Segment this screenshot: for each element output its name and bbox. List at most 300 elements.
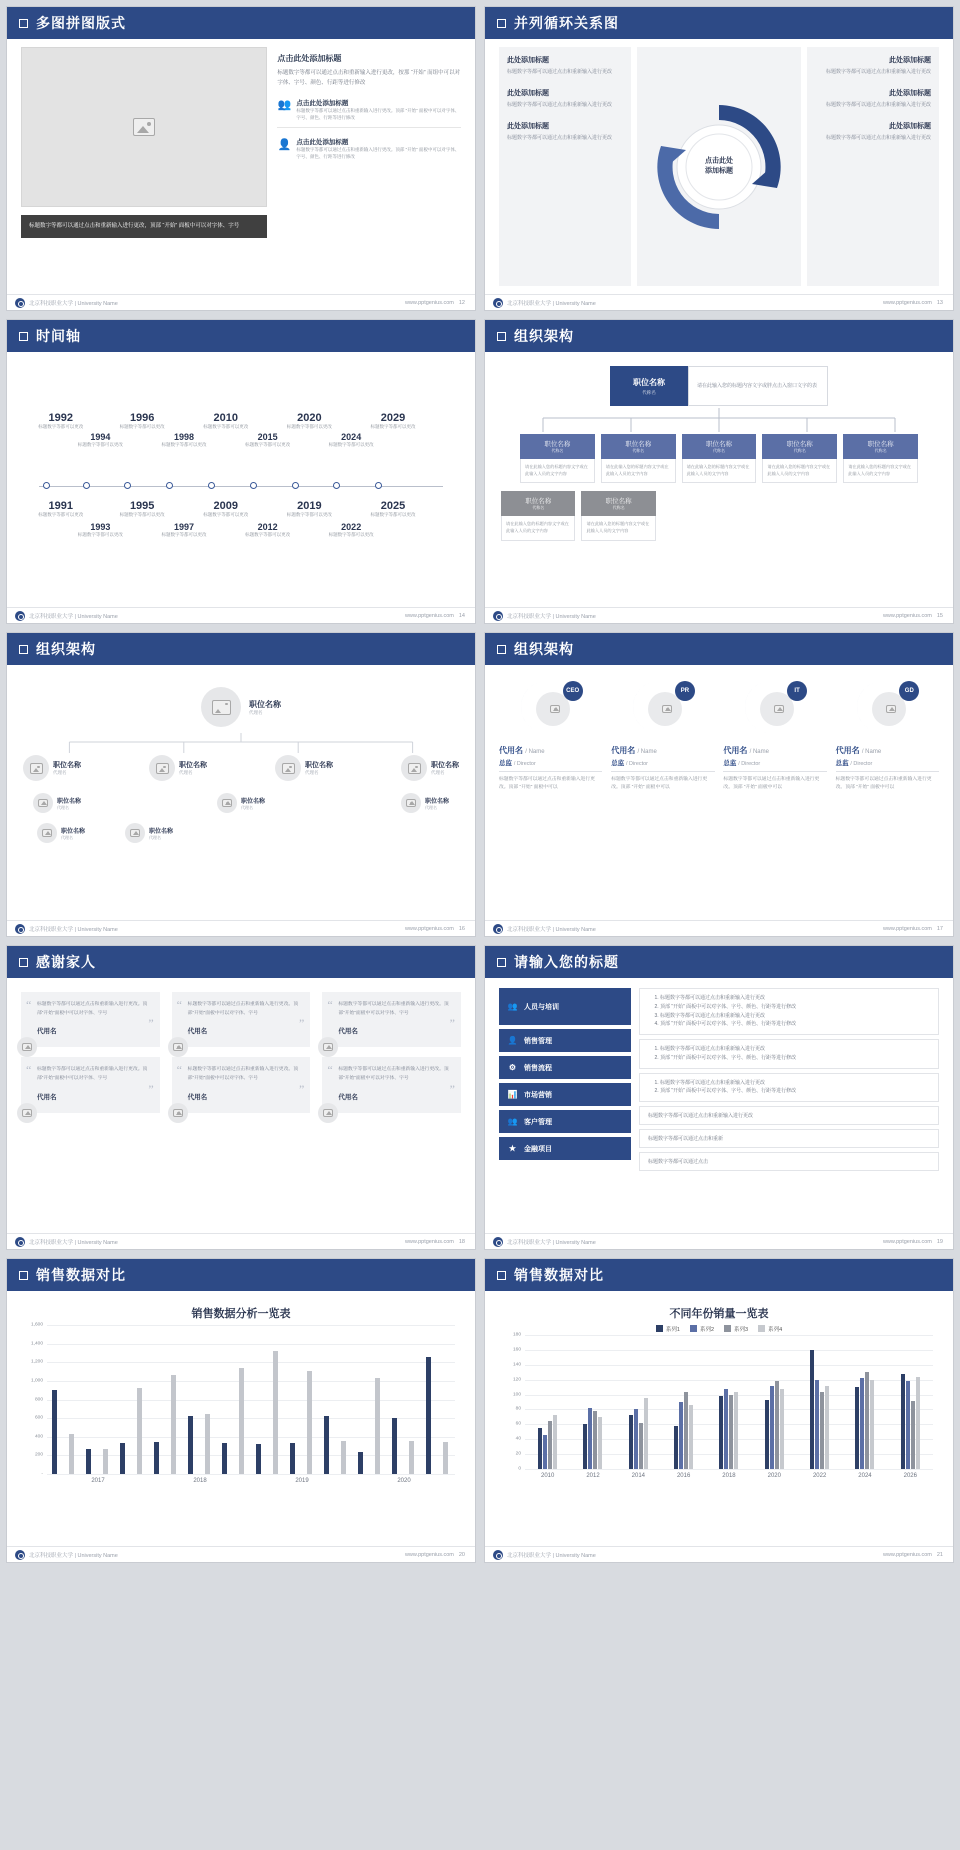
timeline-item <box>195 500 257 519</box>
org-node-name: 职位名称 <box>240 798 265 805</box>
bar <box>729 1395 733 1469</box>
x-axis-label: 2018 <box>193 1478 207 1484</box>
square-icon <box>19 1271 28 1280</box>
role-title: 总监 / Director <box>723 760 761 767</box>
slide-body <box>485 1291 953 1546</box>
chart-x-labels <box>525 1473 933 1479</box>
role-badge: IT <box>787 681 807 701</box>
org-node-sub: 代理名 <box>424 804 437 810</box>
footer-university: 北京科技职业大学 | University Name <box>29 613 118 620</box>
content-row <box>639 1039 939 1069</box>
bar <box>593 1411 597 1469</box>
org-root-name: 职位名称 <box>633 377 665 387</box>
role-badge: CEO <box>563 681 583 701</box>
org-cell-name: 职位名称 <box>625 441 652 448</box>
y-axis-label: 200 <box>34 1452 43 1458</box>
org-cell <box>843 434 918 483</box>
role-badge: GD <box>899 681 919 701</box>
org-connectors <box>21 733 461 755</box>
menu-item-label: 销售管理 <box>524 1037 552 1045</box>
quote-close-icon: ” <box>148 1016 154 1031</box>
picture-icon <box>173 1043 183 1051</box>
timeline-desc: 标题数字等都可以更改 <box>119 512 165 517</box>
slide-title: 销售数据对比 <box>514 1267 604 1283</box>
bar <box>137 1388 142 1474</box>
timeline-desc: 标题数字等都可以更改 <box>161 442 207 447</box>
org-node-name: 职位名称 <box>424 798 449 805</box>
bar <box>689 1405 693 1469</box>
bar <box>820 1392 824 1469</box>
timeline-year: 1993 <box>90 522 111 532</box>
legend-entry: 系列1 <box>656 1325 680 1333</box>
picture-icon <box>173 1109 183 1117</box>
menu-item-marketing[interactable] <box>499 1083 631 1106</box>
logo-icon <box>493 1237 503 1247</box>
timeline-item <box>320 522 382 539</box>
org-node-sub: 代理名 <box>240 804 253 810</box>
content-line: 标题数字等都可以通过点击和重新 <box>648 1136 724 1142</box>
role-graphic <box>853 677 921 737</box>
org-node-sub: 代理名 <box>149 834 162 840</box>
bar <box>770 1386 774 1469</box>
bar <box>639 1423 643 1469</box>
content-line: 2. 顶部 “开始” 面板中可以对字体、字号、颜色、行距等进行修改 <box>660 1087 930 1096</box>
block-paragraph: 标题数字等都可以通过点击和重新输入进行更改 <box>507 135 613 141</box>
menu-item-sales-management[interactable] <box>499 1029 631 1052</box>
bar-chart-1 <box>30 1322 455 1477</box>
org-cell-name: 职位名称 <box>705 441 732 448</box>
timeline-year: 1995 <box>129 500 155 512</box>
y-axis-label: 1,600 <box>30 1322 43 1328</box>
org-cell-desc: 请在此输入您的标题内容文字或在此输入人员的文字内容 <box>601 459 676 483</box>
square-icon <box>497 332 506 341</box>
org-node <box>125 823 173 843</box>
footer-url: www.pptgenius.com <box>404 299 454 306</box>
sales-icon: 👤 <box>507 1036 518 1045</box>
picture-icon <box>282 763 295 774</box>
menu-column <box>499 988 631 1225</box>
avatar <box>168 1037 188 1057</box>
timeline-desc: 标题数字等都可以更改 <box>119 424 165 429</box>
timeline-item <box>69 522 131 539</box>
list-item <box>277 98 461 128</box>
org-root <box>21 687 461 727</box>
timeline-axis <box>39 486 444 487</box>
y-axis-label: 1,000 <box>30 1378 43 1384</box>
testimonial-text: 标题数字等都可以通过点击和重新输入进行更改。顶部“开始”面板中可以对字体、字号 <box>338 1067 449 1081</box>
slide-header <box>7 7 475 39</box>
timeline-year: 2022 <box>341 522 362 532</box>
org-cell <box>520 434 595 483</box>
slide-body <box>7 352 475 607</box>
menu-item-finance[interactable] <box>499 1137 631 1160</box>
org-level-row <box>499 434 939 483</box>
slide-footer <box>7 1546 475 1562</box>
y-axis-label: 800 <box>34 1397 43 1402</box>
bar <box>222 1443 227 1474</box>
slide-footer <box>485 1233 953 1249</box>
text-block <box>815 121 931 142</box>
slide-title: 销售数据对比 <box>36 1267 126 1283</box>
slide-header <box>485 7 953 39</box>
org-cell-name: 职位名称 <box>786 441 813 448</box>
timeline-desc: 标题数字等都可以更改 <box>370 424 416 429</box>
legend-swatch <box>724 1325 731 1332</box>
org-cell <box>501 491 575 540</box>
org-cell-header <box>762 434 837 459</box>
content-line: 标题数字等都可以通过点击 <box>648 1159 709 1165</box>
footer-university: 北京科技职业大学 | University Name <box>507 926 596 933</box>
org-root-box <box>610 366 688 406</box>
org-node-sub: 代理名 <box>61 834 73 840</box>
timeline-desc: 标题数字等都可以更改 <box>328 442 374 447</box>
org-cell-header <box>601 434 676 459</box>
bar <box>916 1377 920 1469</box>
bar <box>273 1351 278 1474</box>
timeline-year: 2015 <box>257 432 278 442</box>
timeline-item <box>30 412 92 431</box>
content-line: 4. 顶部 “开始” 面板中可以对字体、字号、颜色、行距等进行修改 <box>660 1020 930 1029</box>
avatar <box>168 1103 188 1123</box>
bar-group <box>570 1335 615 1469</box>
avatar <box>23 755 49 781</box>
content-line: 标题数字等都可以通过点击和重新输入进行更改 <box>648 1113 754 1119</box>
org-node-sub: 代理名 <box>431 770 445 775</box>
footer-url: www.pptgenius.com <box>882 1238 932 1245</box>
avatar <box>17 1103 37 1123</box>
footer-university: 北京科技职业大学 | University Name <box>29 926 118 933</box>
role-title: 总监 / Director <box>835 760 873 767</box>
bar-series <box>525 1335 933 1469</box>
bar-group <box>525 1335 570 1469</box>
legend-swatch <box>758 1325 765 1332</box>
bar <box>256 1444 261 1474</box>
slide-multi-image-layout <box>6 6 476 311</box>
list-item <box>277 137 461 166</box>
org-node <box>149 755 207 781</box>
org-connectors <box>499 408 939 434</box>
timeline-desc: 标题数字等都可以更改 <box>245 532 291 537</box>
slide-footer <box>485 294 953 310</box>
role-graphic <box>741 677 809 737</box>
testimonial-card <box>322 992 461 1047</box>
org-cell-header <box>843 434 918 459</box>
slide-footer <box>7 920 475 936</box>
slide-body <box>7 39 475 294</box>
testimonial-card <box>21 992 160 1047</box>
footer-university: 北京科技职业大学 | University Name <box>507 1552 596 1559</box>
quote-close-icon: ” <box>299 1016 305 1031</box>
bar <box>719 1396 723 1469</box>
testimonial-text: 标题数字等都可以通过点击和重新输入进行更改。顶部“开始”面板中可以对字体、字号 <box>338 1002 449 1016</box>
quote-close-icon: ” <box>299 1081 305 1096</box>
finance-icon: ★ <box>508 1144 517 1153</box>
testimonial-name: 代用名 <box>338 1093 358 1101</box>
bar <box>358 1452 363 1474</box>
y-axis-label: 60 <box>515 1421 521 1427</box>
timeline-desc: 标题数字等都可以更改 <box>38 512 84 517</box>
y-axis-label: 20 <box>515 1451 521 1457</box>
page-number: 16 <box>458 925 465 932</box>
x-axis-label: 2019 <box>295 1478 309 1484</box>
bar-group <box>616 1335 661 1469</box>
quote-open-icon: “ <box>327 1063 333 1078</box>
timeline-year: 1994 <box>90 432 111 442</box>
avatar <box>17 1037 37 1057</box>
bar <box>780 1389 784 1469</box>
footer-university: 北京科技职业大学 | University Name <box>507 613 596 620</box>
menu-item-label: 市场营销 <box>524 1091 552 1099</box>
picture-icon <box>22 1109 32 1117</box>
bar <box>644 1398 648 1469</box>
legend-swatch <box>690 1325 697 1332</box>
org-node-name: 职位名称 <box>57 798 82 805</box>
block-heading: 此处添加标题 <box>889 123 931 130</box>
role-card <box>723 677 826 912</box>
bar <box>634 1409 638 1469</box>
slide-org-structure-boxes <box>484 319 954 624</box>
org-cell <box>581 491 655 540</box>
org-cell-sub: 代称名 <box>612 505 625 511</box>
content-line: 2. 顶部 “开始” 面板中可以对字体、字号、颜色、行距等进行修改 <box>660 1054 930 1063</box>
timeline-year: 2029 <box>380 412 406 424</box>
slide-parallel-cycle-diagram <box>484 6 954 311</box>
slide-title: 请输入您的标题 <box>514 954 619 970</box>
page-number: 15 <box>936 612 943 619</box>
x-axis-label: 2026 <box>903 1473 917 1479</box>
org-root-sub: 代称名 <box>642 389 656 395</box>
y-axis-label: 1,400 <box>30 1341 43 1347</box>
timeline-desc: 标题数字等都可以更改 <box>370 512 416 517</box>
bar <box>679 1402 683 1469</box>
picture-icon <box>212 700 231 715</box>
chart-x-labels <box>47 1478 455 1484</box>
x-axis-label: 2017 <box>91 1478 105 1484</box>
page-number: 12 <box>458 299 465 306</box>
bar <box>629 1415 633 1469</box>
org-node <box>401 755 459 781</box>
role-card <box>611 677 714 912</box>
content-row <box>639 1073 939 1103</box>
timeline-item <box>111 412 173 431</box>
bar-group <box>842 1335 887 1469</box>
org-cell-name: 职位名称 <box>605 498 632 506</box>
bar <box>324 1416 329 1474</box>
timeline-desc: 标题数字等都可以更改 <box>286 424 332 429</box>
bar <box>69 1434 74 1474</box>
cycle-center-label: 点击此处 添加标题 <box>705 157 733 175</box>
bar <box>341 1441 346 1474</box>
square-icon <box>497 19 506 28</box>
org-node <box>275 755 333 781</box>
org-root-name: 职位名称 <box>249 699 281 709</box>
org-cell-desc: 请在此输入您的标题内容文字或在此输入人员的文字内容 <box>501 516 575 540</box>
bar-group <box>706 1335 751 1469</box>
slide-sales-comparison-1 <box>6 1258 476 1563</box>
org-node-name: 职位名称 <box>149 828 174 835</box>
org-cell-desc: 请在此输入您的标题内容文字或在此输入人员的文字内容 <box>581 516 655 540</box>
slide-header <box>485 946 953 978</box>
slide-title: 组织架构 <box>514 641 574 657</box>
role-desc: 标题数字等都可以通过点击和重新输入进行更改。顶部 “开始” 面板中可以 <box>723 777 820 791</box>
slide-header <box>7 633 475 665</box>
quote-close-icon: ” <box>449 1016 455 1031</box>
timeline-year: 2020 <box>297 412 322 424</box>
menu-item-sales-process[interactable] <box>499 1056 631 1079</box>
person-icon: 👤 <box>277 138 292 151</box>
bar <box>765 1400 769 1469</box>
org-node-sub: 代理名 <box>179 770 193 775</box>
bar <box>734 1392 738 1469</box>
bar <box>443 1442 448 1474</box>
block-heading: 此处添加标题 <box>507 57 549 64</box>
org-root-sub: 代理名 <box>249 709 263 715</box>
timeline-desc: 标题数字等都可以更改 <box>203 512 249 517</box>
x-axis-label: 2022 <box>812 1473 827 1479</box>
org-root-row <box>499 366 939 406</box>
picture-icon <box>774 705 784 713</box>
square-icon <box>19 19 28 28</box>
picture-icon <box>38 799 48 807</box>
role-card <box>499 677 602 912</box>
org-cell-sub: 代称名 <box>551 448 564 453</box>
menu-item-label: 销售流程 <box>524 1064 552 1072</box>
testimonial-card <box>172 1057 311 1112</box>
block-heading: 此处添加标题 <box>507 90 549 97</box>
picture-icon <box>662 705 672 713</box>
slide-title: 多图拼图版式 <box>36 15 126 31</box>
role-title: 总监 / Director <box>611 760 648 767</box>
x-axis-label: 2020 <box>767 1473 781 1479</box>
testimonial-card <box>322 1057 461 1112</box>
logo-icon <box>493 1550 503 1560</box>
avatar <box>401 755 427 781</box>
avatar <box>545 699 565 719</box>
bar <box>815 1380 819 1469</box>
role-graphic <box>629 677 697 737</box>
block-heading: 此处添加标题 <box>889 90 931 97</box>
org-cell-sub: 代称名 <box>712 448 725 453</box>
bar <box>583 1424 587 1469</box>
bar <box>290 1443 295 1474</box>
timeline-item <box>362 412 424 431</box>
text-block <box>815 88 931 109</box>
org-root-note: 请在此输入您的标题内容文字或胖点击入窗口文字的表 <box>688 366 828 406</box>
timeline-item <box>153 432 215 449</box>
x-axis-label: 2012 <box>586 1473 600 1479</box>
org-cell-desc: 请在此输入您的标题内容文字或在此输入人员的文字内容 <box>682 459 757 483</box>
y-axis-label: - <box>41 1471 43 1477</box>
slide-header <box>485 633 953 665</box>
bar <box>120 1443 125 1474</box>
chart-legend <box>499 1325 939 1333</box>
role-desc: 标题数字等都可以通过点击和重新输入进行更改。顶部 “开始” 面板中可以 <box>499 777 595 791</box>
bar <box>426 1357 431 1474</box>
slide-thanks-family <box>6 945 476 1250</box>
slide-header <box>7 1259 475 1291</box>
role-name: 代用名 / Name <box>499 746 545 755</box>
square-icon <box>497 645 506 654</box>
org-cell <box>601 434 676 483</box>
bar <box>911 1401 915 1469</box>
menu-item-customer[interactable] <box>499 1110 631 1133</box>
org-cell-name: 职位名称 <box>544 441 571 448</box>
y-axis-label: 100 <box>512 1392 521 1398</box>
org-cell <box>682 434 757 483</box>
role-card <box>836 677 939 912</box>
picture-icon <box>22 1043 32 1051</box>
org-level2 <box>21 755 461 781</box>
picture-icon <box>156 763 169 774</box>
footer-university: 北京科技职业大学 | University Name <box>29 1239 118 1246</box>
org-cell-name: 职位名称 <box>525 498 552 506</box>
bar-group <box>752 1335 797 1469</box>
org-cell <box>762 434 837 483</box>
picture-icon <box>30 763 43 774</box>
block-paragraph: 标题数字等都可以通过点击和重新输入进行更改 <box>825 135 931 141</box>
picture-icon <box>550 705 560 713</box>
square-icon <box>497 958 506 967</box>
org-node-name: 职位名称 <box>305 762 333 769</box>
slide-footer <box>7 294 475 310</box>
org-cell-header <box>501 491 575 516</box>
block-paragraph: 标题数字等都可以通过点击和重新输入进行更改 <box>825 102 931 108</box>
block-heading: 此处添加标题 <box>507 123 549 130</box>
y-axis-label: 160 <box>512 1347 521 1353</box>
list-item-desc: 标题数字等都可以通过点击和重新输入进行更改。顶部 “开始” 面板中可以对字体、字号、颜色、行距等进行修改 <box>296 147 460 160</box>
footer-url: www.pptgenius.com <box>882 299 932 306</box>
quote-open-icon: “ <box>327 998 333 1012</box>
bar-series <box>47 1325 455 1474</box>
quote-open-icon: “ <box>26 1063 32 1078</box>
bar <box>860 1378 864 1469</box>
text-block <box>507 121 623 142</box>
footer-university: 北京科技职业大学 | University Name <box>29 300 118 307</box>
content-line: 1. 标题数字等都可以通过点击和重新输入进行更改 <box>660 994 930 1003</box>
timeline-desc: 标题数字等都可以更改 <box>328 532 374 537</box>
picture-icon <box>130 829 140 837</box>
timeline-year: 2009 <box>213 500 239 512</box>
timeline <box>21 360 461 599</box>
org-node <box>23 755 81 781</box>
role-graphic <box>517 677 585 737</box>
bar <box>855 1387 859 1469</box>
page-number: 17 <box>936 925 943 932</box>
bar-group <box>888 1335 933 1469</box>
org-cell-desc: 请在此输入您的标题内容文字或在此输入人员的文字内容 <box>762 459 837 483</box>
gridline <box>525 1469 933 1470</box>
org-cell-sub: 代称名 <box>532 505 545 511</box>
left-text-column <box>499 47 631 286</box>
list-item-title: 点击此处添加标题 <box>296 99 349 107</box>
footer-university: 北京科技职业大学 | University Name <box>507 1239 596 1246</box>
org-cell-desc: 请在此输入您的标题内容文字或在此输入人员的文字内容 <box>843 459 918 483</box>
bar <box>598 1417 602 1469</box>
block-heading: 此处添加标题 <box>889 57 931 64</box>
timeline-desc: 标题数字等都可以更改 <box>161 532 207 537</box>
customer-icon: 👥 <box>507 1117 518 1126</box>
bar <box>239 1368 244 1474</box>
menu-item-training[interactable] <box>499 988 631 1025</box>
logo-icon <box>15 924 25 934</box>
menu-item-label: 金融项目 <box>524 1145 552 1153</box>
bar <box>724 1389 728 1469</box>
org-node-sub: 代理名 <box>57 804 69 810</box>
org-cell-header <box>682 434 757 459</box>
logo-icon <box>493 611 503 621</box>
legend-swatch <box>656 1325 663 1332</box>
list-item-title: 点击此处添加标题 <box>296 139 349 147</box>
